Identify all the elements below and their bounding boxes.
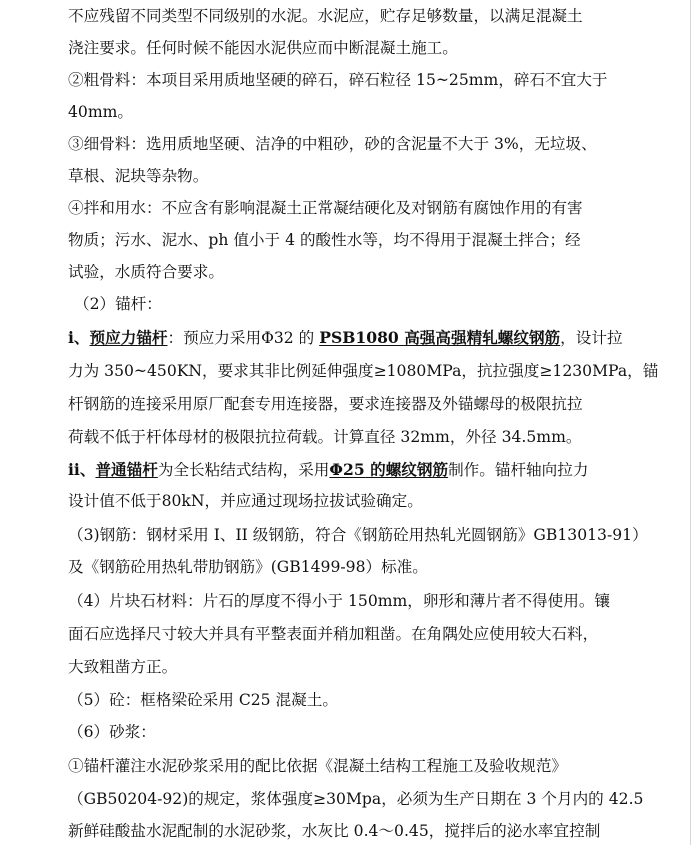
text-line: 大致粗凿方正。: [68, 658, 178, 676]
text-line: ④拌和用水：不应含有影响混凝土正常凝结硬化及对钢筋有腐蚀作用的有害: [68, 199, 583, 217]
text-line: 面石应选择尺寸较大并具有平整表面并稍加粗凿。在角隅处应使用较大石料，: [68, 625, 599, 643]
line-text: ，设计拉: [560, 329, 623, 347]
text-line: 及《钢筋砼用热轧带肋钢筋》(GB1499-98）标准。: [68, 558, 428, 576]
line-text: 为全长粘结式结构，采用: [157, 461, 330, 479]
text-line: 40mm。: [68, 103, 134, 121]
item-prefix: i、: [68, 328, 90, 347]
prestressed-anchor-line: [68, 328, 623, 348]
anchor-term: 普通锚杆: [95, 460, 158, 479]
text-line: 杆钢筋的连接采用原厂配套专用连接器，要求连接器及外锚螺母的极限抗拉: [68, 395, 583, 413]
text-line: 荷载不低于杆体母材的极限抗拉荷载。计算直径 32mm，外径 34.5mm。: [68, 428, 582, 446]
steel-spec: Φ25 的螺纹钢筋: [329, 460, 449, 479]
line-text: 制作。锚杆轴向拉力: [448, 461, 589, 479]
steel-spec: PSB1080 高强高强精轧螺纹钢筋: [319, 328, 561, 347]
text-line: 不应残留不同类型不同级别的水泥。水泥应，贮存足够数量，以满足混凝土: [68, 7, 583, 25]
section-heading: （2）锚杆：: [74, 295, 162, 313]
ordinary-anchor-line: [68, 460, 588, 480]
text-line: （3)钢筋：钢材采用 I、II 级钢筋，符合《钢筋砼用热轧光圆钢筋》GB13013-91）: [68, 526, 648, 544]
text-line: （5）砼：框格梁砼采用 C25 混凝土。: [68, 691, 338, 709]
text-line: ③细骨料：选用质地坚硬、洁净的中粗砂，砂的含泥量不大于 3%，无垃圾、: [68, 135, 597, 153]
text-line: （6）砂浆：: [68, 723, 156, 741]
text-line: 力为 350~450KN，要求其非比例延伸强度≥1080MPa，抗拉强度≥1230MPa，锚: [68, 362, 659, 380]
text-line: （GB50204-92)的规定，浆体强度≥30Mpa，必须为生产日期在 3 个月内的 42.5: [68, 790, 644, 808]
text-line: 设计值不低于80kN，并应通过现场拉拔试验确定。: [68, 492, 423, 510]
text-line: 新鲜硅酸盐水泥配制的水泥砂浆，水灰比 0.4～0.45，搅拌后的泌水率宜控制: [68, 822, 601, 840]
text-line: ②粗骨料：本项目采用质地坚硬的碎石，碎石粒径 15~25mm，碎石不宜大于: [68, 71, 608, 89]
text-line: 试验，水质符合要求。: [68, 263, 224, 281]
item-prefix: ii、: [68, 460, 96, 479]
line-text: ：预应力采用Φ32 的: [167, 329, 320, 347]
text-line: 物质；污水、泥水、ph 值小于 4 的酸性水等，均不得用于混凝土拌合；经: [68, 231, 581, 249]
text-line: （4）片块石材料：片石的厚度不得小于 150mm，卵形和薄片者不得使用。镶: [68, 592, 611, 610]
text-line: ①锚杆灌注水泥砂浆采用的配比依据《混凝土结构工程施工及验收规范》: [68, 757, 568, 775]
text-line: 浇注要求。任何时候不能因水泥供应而中断混凝土施工。: [68, 39, 458, 57]
anchor-term: 预应力锚杆: [89, 328, 168, 347]
text-line: 草根、泥块等杂物。: [68, 167, 209, 185]
